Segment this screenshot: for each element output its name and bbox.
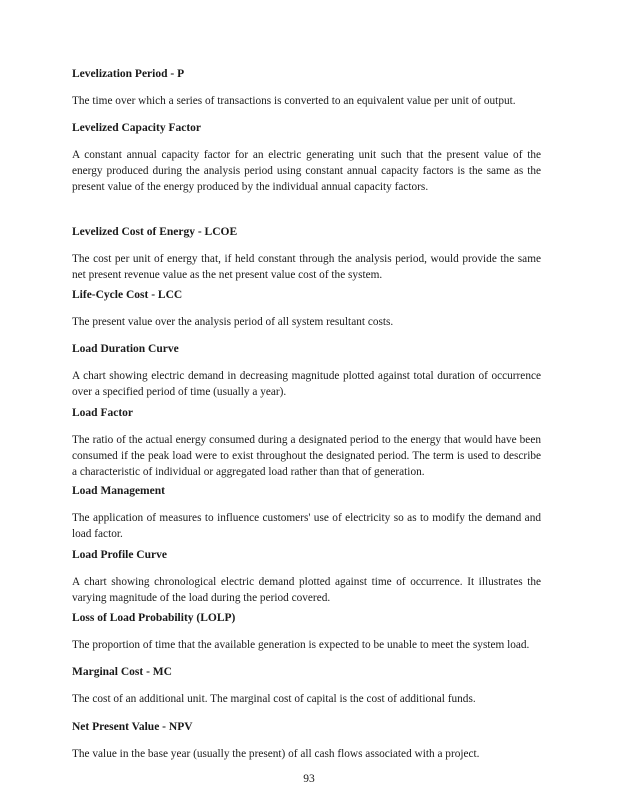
term-heading: Load Factor [72,407,134,419]
term-heading: Net Present Value - NPV [72,721,193,733]
term-heading: Load Profile Curve [72,549,167,561]
term-heading: Loss of Load Probability (LOLP) [72,612,236,624]
term-heading: Life-Cycle Cost - LCC [72,289,183,301]
term-definition: A constant annual capacity factor for an electric generating unit such that the present value of the energy produced during the analysis period using constant annual capacity factors is the same as the present value of the energy produced by the individual annual capacity factors. [72,149,541,193]
term-heading: Marginal Cost - MC [72,666,172,678]
term-heading: Levelized Cost of Energy - LCOE [72,226,238,238]
term-heading: Levelized Capacity Factor [72,122,202,134]
term-definition: The present value over the analysis period of all system resultant costs. [72,316,394,328]
term-definition: The cost of an additional unit. The marginal cost of capital is the cost of additional funds. [72,693,476,705]
term-definition: The ratio of the actual energy consumed during a designated period to the energy that would have been consumed if the peak load were to exist throughout the designated period. The term is used to describe a characteristic of individual or aggregated load rather than that of generation. [72,434,541,478]
term-definition: The value in the base year (usually the present) of all cash flows associated with a project. [72,748,480,760]
term-definition: The time over which a series of transactions is converted to an equivalent value per unit of output. [72,95,516,107]
term-definition: The cost per unit of energy that, if held constant through the analysis period, would provide the same net present revenue value as the net present value cost of the system. [72,253,541,281]
term-definition: A chart showing chronological electric demand plotted against time of occurrence. It illustrates the varying magnitude of the load during the period covered. [72,576,541,604]
term-definition: A chart showing electric demand in decreasing magnitude plotted against total duration of occurrence over a specified period of time (usually a year). [72,370,541,398]
term-definition: The proportion of time that the available generation is expected to be unable to meet the system load. [72,639,530,651]
term-definition: The application of measures to influence customers' use of electricity so as to modify the demand and load factor. [72,512,541,540]
term-heading: Load Management [72,485,165,497]
page-number: 93 [303,773,315,785]
term-heading: Load Duration Curve [72,343,179,355]
term-heading: Levelization Period - P [72,68,185,80]
